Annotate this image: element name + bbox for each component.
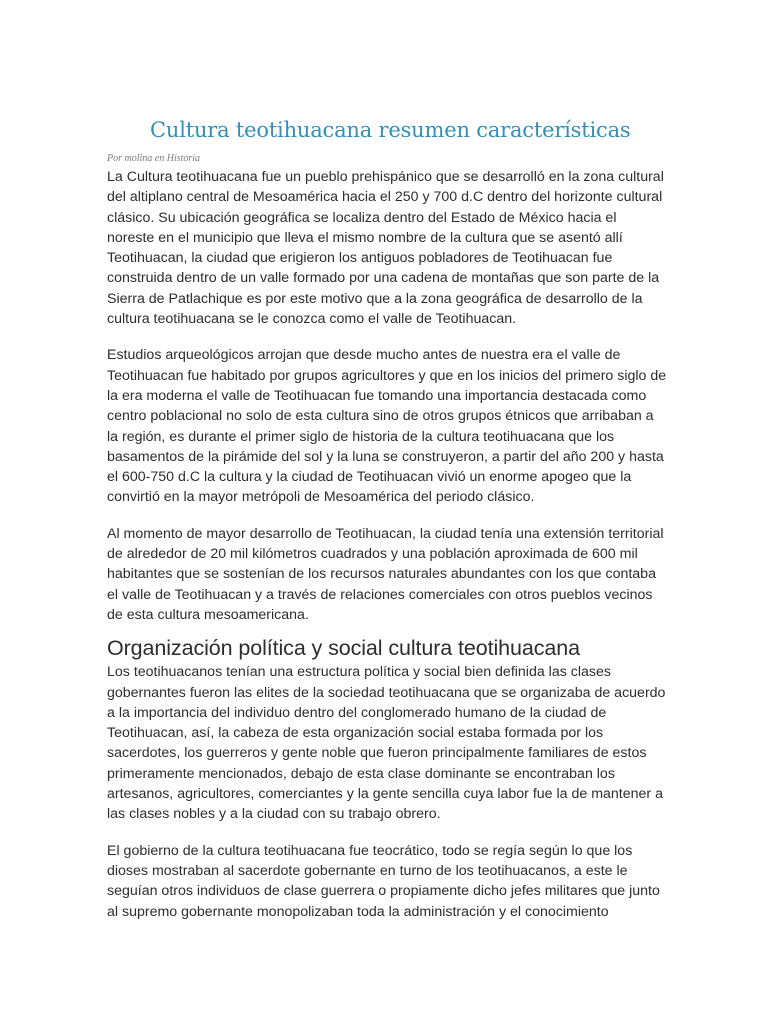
paragraph: Los teotihuacanos tenían una estructura política y social bien definida las clases gobernantes fueron las elites de la sociedad teotihuacana que se organizaba de acuerdo a la importancia del individuo dentro del conglomerado humano de la ciudad de Teotihuacan, así, la cabeza de esta organización social estaba formada por los sacerdotes, los guerreros y gente noble que fueron principalmente familiares de estos primeramente mencionados, debajo de esta clase dominante se encontraban los artesanos, agricultores, comerciantes y la gente sencilla cuya labor fue la de mantener a las clases nobles y a la ciudad con su trabajo obrero. (107, 664, 666, 823)
byline: Por molina en Historia (107, 153, 201, 164)
paragraph: El gobierno de la cultura teotihuacana fue teocrático, todo se regía según lo que los dioses mostraban al sacerdote gobernante en turno de los teotihuacanos, a este le seguían otros individuos de clase guerrera o propiamente dicho jefes militares que junto al supremo gobernante monopolizaban toda la administración y el conocimiento (107, 842, 660, 920)
paragraph: Estudios arqueológicos arrojan que desde mucho antes de nuestra era el valle de Teotihuacan fue habitado por grupos agricultores y que en los inicios del primero siglo de la era moderna el valle de Teotihuacan fue tomando una importancia destacada como centro poblacional no solo de esta cultura sino de otros grupos étnicos que arribaban a la región, es durante el primer siglo de historia de la cultura teotihuacana que los basamentos de la pirámide del sol y la luna se construyeron, a partir del año 200 y hasta el 600-750 d.C la cultura y la ciudad de Teotihuacan vivió un enorme apogeo que la convirtió en la mayor metrópoli de Mesoamérica del periodo clásico. (107, 347, 667, 506)
paragraph: Al momento de mayor desarrollo de Teotihuacan, la ciudad tenía una extensión territorial de alrededor de 20 mil kilómetros cuadrados y una población aproximada de 600 mil habitantes que se sostenían de los recursos naturales abundantes con los que contaba el valle de Teotihuacan y a través de relaciones comerciales con otros pueblos vecinos de esta cultura mesoamericana. (107, 525, 664, 623)
section-heading: Organización política y social cultura teotihuacana (107, 636, 580, 661)
document-body (107, 167, 667, 922)
paragraph: La Cultura teotihuacana fue un pueblo prehispánico que se desarrolló en la zona cultural del altiplano central de Mesoamérica hacia el 250 y 700 d.C dentro del horizonte cultural clásico. Su ubicación geográfica se localiza dentro del Estado de México hacia el noreste en el municipio que lleva el mismo nombre de la cultura que se asentó allí Teotihuacan, la ciudad que erigieron los antiguos pobladores de Teotihuacan fue construida dentro de un valle formado por una cadena de montañas que son parte de la Sierra de Patlachique es por este motivo que a la zona geográfica de desarrollo de la cultura teotihuacana se le conozca como el valle de Teotihuacan. (107, 169, 664, 328)
document-title: Cultura teotihuacana resumen características (150, 118, 631, 142)
